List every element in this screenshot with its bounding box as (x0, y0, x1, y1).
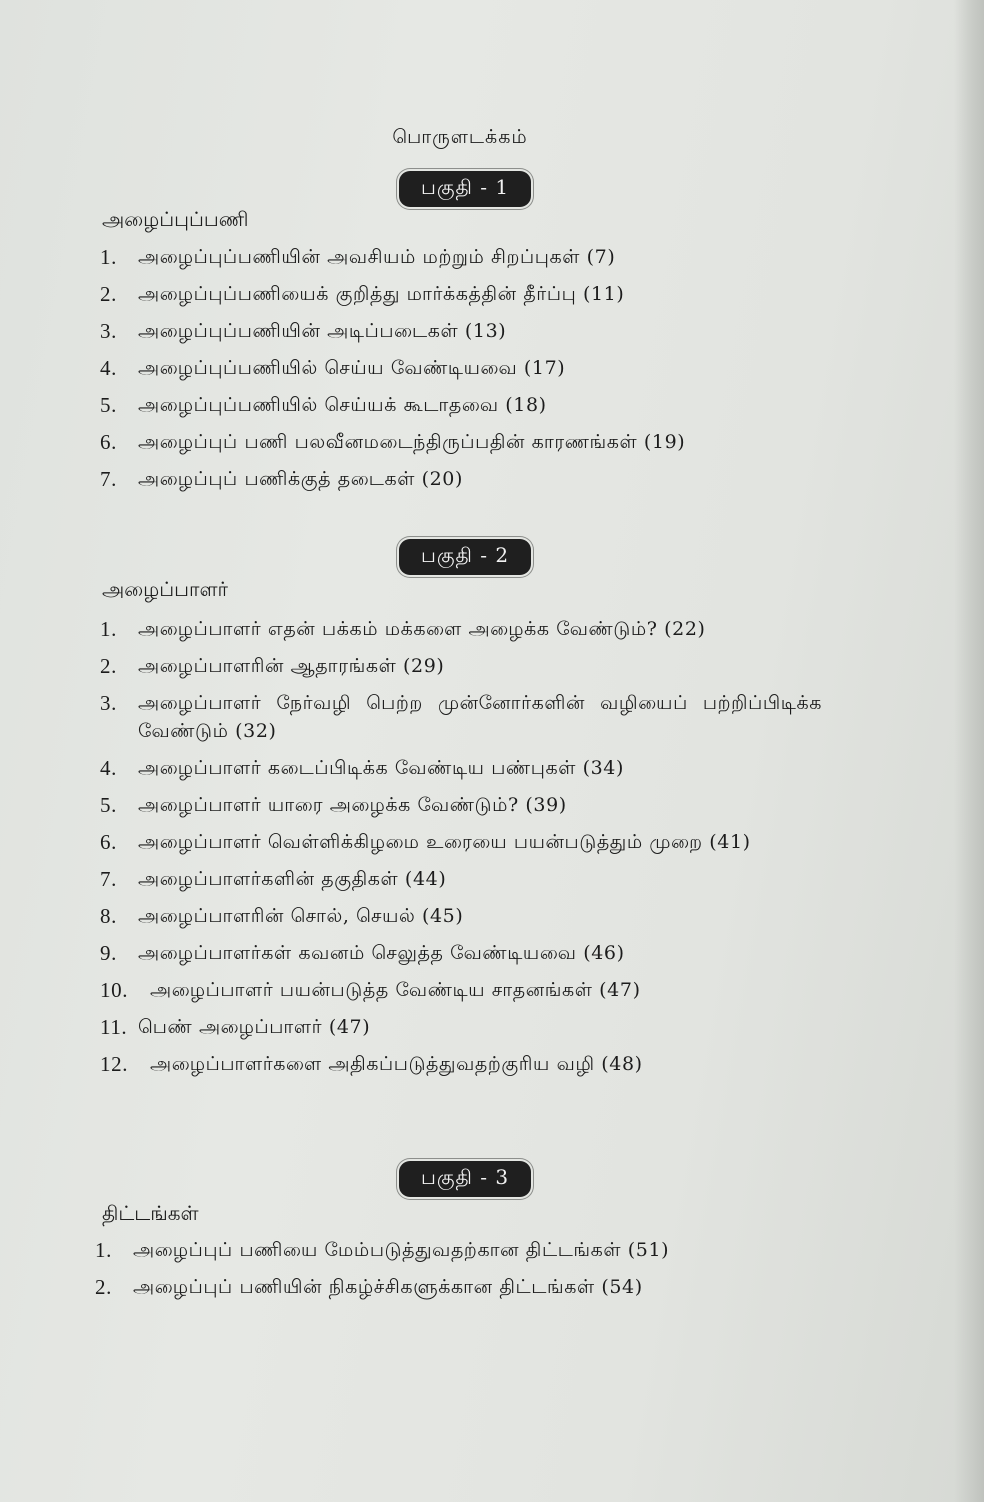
list-item (100, 652, 822, 680)
item-number: 1. (100, 245, 117, 269)
part-3-badge: பகுதி - 3 (399, 1161, 531, 1197)
part-1-badge-row (0, 171, 930, 207)
item-number: 5. (100, 393, 117, 417)
item-text: அழைப்பாளரின் சொல், செயல் (45) (138, 905, 464, 927)
list-item (100, 465, 822, 493)
item-text: அழைப்புப்பணியில் செய்யக் கூடாதவை (18) (138, 394, 547, 416)
item-number: 3. (100, 691, 117, 715)
item-text: அழைப்பாளர் யாரை அழைக்க வேண்டும்? (39) (138, 794, 567, 816)
item-text: அழைப்பாளர் பயன்படுத்த வேண்டிய சாதனங்கள் (47) (150, 979, 641, 1001)
item-text: அழைப்பாளர் கடைப்பிடிக்க வேண்டிய பண்புகள் (34) (138, 757, 624, 779)
page-title: பொருளடக்கம் (392, 126, 528, 148)
item-number: 11. (100, 1015, 128, 1039)
item-text: அழைப்பாளர்கள் கவனம் செலுத்த வேண்டியவை (46) (138, 942, 625, 964)
list-item (100, 615, 822, 643)
list-item (100, 280, 822, 308)
item-text: அழைப்புப்பணியின் அடிப்படைகள் (13) (138, 320, 507, 342)
list-item (100, 939, 822, 967)
item-text: அழைப்புப் பணி பலவீனமடைந்திருப்பதின் காரணங்கள் (19) (138, 431, 686, 453)
list-item (100, 1050, 822, 1078)
item-text: அழைப்பாளரின் ஆதாரங்கள் (29) (138, 655, 445, 677)
list-item (95, 1273, 817, 1301)
list-item (100, 689, 822, 745)
item-text: அழைப்புப் பணிக்குத் தடைகள் (20) (138, 468, 463, 490)
item-text: அழைப்புப் பணியின் நிகழ்ச்சிகளுக்கான திட்டங்கள் (54) (133, 1276, 643, 1298)
part-1-list (100, 243, 822, 502)
item-number: 12. (100, 1052, 129, 1076)
part-3-list (95, 1236, 817, 1310)
item-number: 4. (100, 756, 117, 780)
part-3-badge-row (0, 1161, 930, 1197)
part-2-heading: அழைப்பாளர் (102, 577, 228, 601)
list-item (95, 1236, 817, 1264)
item-number: 10. (100, 978, 129, 1002)
item-text: அழைப்பாளர் நேர்வழி பெற்ற முன்னோர்களின் வழியைப் பற்றிப்பிடிக்க வேண்டும் (32) (138, 692, 822, 742)
page-edge-shadow (954, 0, 984, 1502)
item-text: அழைப்புப்பணியில் செய்ய வேண்டியவை (17) (138, 357, 566, 379)
item-number: 1. (95, 1238, 112, 1262)
item-text: அழைப்புப்பணியைக் குறித்து மார்க்கத்தின் தீர்ப்பு (11) (138, 283, 625, 305)
item-number: 5. (100, 793, 117, 817)
part-2-badge: பகுதி - 2 (399, 539, 531, 575)
item-number: 7. (100, 867, 117, 891)
part-1-badge: பகுதி - 1 (399, 171, 531, 207)
list-item (100, 865, 822, 893)
item-number: 3. (100, 319, 117, 343)
item-number: 2. (100, 282, 117, 306)
item-number: 8. (100, 904, 117, 928)
part-3-heading: திட்டங்கள் (102, 1201, 199, 1225)
item-number: 4. (100, 356, 117, 380)
part-1-heading: அழைப்புப்பணி (102, 207, 249, 231)
item-number: 9. (100, 941, 117, 965)
item-number: 6. (100, 830, 117, 854)
item-text: பெண் அழைப்பாளர் (47) (138, 1016, 371, 1038)
item-number: 2. (100, 654, 117, 678)
part-2-badge-row (0, 539, 930, 575)
list-item (100, 754, 822, 782)
item-text: அழைப்பாளர் எதன் பக்கம் மக்களை அழைக்க வேண்டும்? (22) (138, 618, 706, 640)
list-item (100, 791, 822, 819)
list-item (100, 428, 822, 456)
list-item (100, 1013, 822, 1041)
list-item (100, 976, 822, 1004)
item-text: அழைப்பாளர் வெள்ளிக்கிழமை உரையை பயன்படுத்தும் முறை (41) (138, 831, 751, 853)
item-number: 2. (95, 1275, 112, 1299)
item-text: அழைப்புப் பணியை மேம்படுத்துவதற்கான திட்டங்கள் (51) (133, 1239, 670, 1261)
list-item (100, 317, 822, 345)
part-2-list (100, 615, 822, 1087)
item-number: 1. (100, 617, 117, 641)
list-item (100, 391, 822, 419)
list-item (100, 354, 822, 382)
item-number: 7. (100, 467, 117, 491)
item-text: அழைப்புப்பணியின் அவசியம் மற்றும் சிறப்புகள் (7) (138, 246, 616, 268)
item-text: அழைப்பாளர்களை அதிகப்படுத்துவதற்குரிய வழி (48) (150, 1053, 643, 1075)
list-item (100, 243, 822, 271)
item-number: 6. (100, 430, 117, 454)
item-text: அழைப்பாளர்களின் தகுதிகள் (44) (138, 868, 447, 890)
list-item (100, 828, 822, 856)
list-item (100, 902, 822, 930)
